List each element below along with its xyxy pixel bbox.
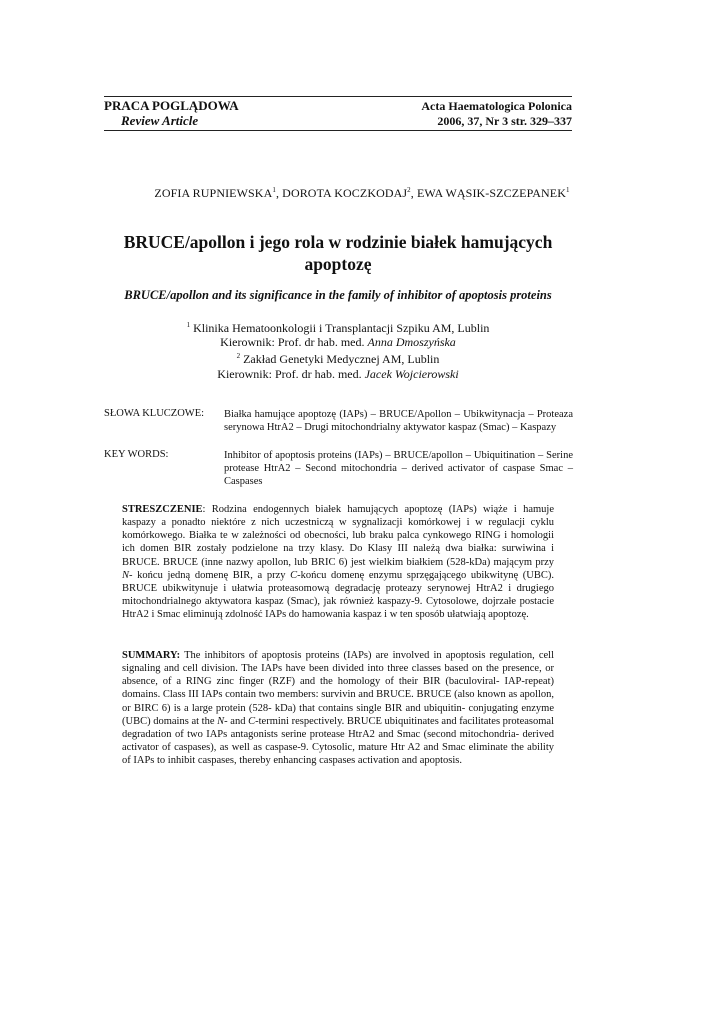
abstract-en bbox=[122, 649, 554, 767]
header-top-rule bbox=[104, 96, 572, 97]
affiliation-2 bbox=[104, 349, 572, 366]
article-type-en: Review Article bbox=[121, 113, 199, 128]
term-n: N bbox=[217, 715, 225, 727]
abstract-text: - końcu jedną domenę BIR, a przy bbox=[129, 569, 291, 581]
author-affil-sup: 1 bbox=[272, 186, 276, 194]
keywords-pl-text: Białka hamujące apoptozę (IAPs) – BRUCE/Apollon – Ubikwitynacja – Proteaza serynowa HtrA2 – Drugi mitochondrialny aktywator kaspaz (Smac) – Kaspazy bbox=[224, 409, 573, 433]
abstract-text: - and bbox=[224, 715, 249, 727]
abstract-text: The inhibitors of apoptosis proteins (IAPs) are involved in apoptosis regulation, cell signaling and cell division. The IAPs have been divided into three classes based on the presence, or absence, of a RING zinc finger (RZF) and the homology of their BIR (baculoviral- IAP-repeat) domains. Class III IAPs contain two members: survivin and BRUCE. BRUCE (also known as apollon, or BIRC 6) is a large protein (528- kDa) that contains single BIR and ubiquitin- conjugating enzyme (UBC) domains at the bbox=[122, 650, 554, 727]
affiliation-text: Klinika Hematoonkologii i Transplantacji Szpiku AM, Lublin bbox=[190, 321, 490, 335]
affil-sup: 2 bbox=[236, 352, 241, 361]
abstract-pl bbox=[122, 503, 554, 621]
header-bottom-rule bbox=[104, 130, 572, 131]
journal-name: Acta Haematologica Polonica bbox=[421, 99, 572, 113]
keywords-en-label: KEY WORDS: bbox=[104, 449, 169, 460]
article-type-pl: PRACA POGLĄDOWA bbox=[104, 98, 239, 113]
keywords-pl-label: SŁOWA KLUCZOWE: bbox=[104, 408, 205, 419]
author-name: EWA WĄSIK-SZCZEPANEK bbox=[416, 186, 566, 200]
term-n: N bbox=[122, 569, 130, 581]
title-line: BRUCE/apollon i jego rola w rodzinie białek hamujących bbox=[123, 232, 553, 252]
affiliation-1 bbox=[104, 318, 572, 335]
paper-subtitle-en: BRUCE/apollon and its significance in the family of inhibitor of apoptosis proteins bbox=[124, 288, 552, 302]
paper-title bbox=[104, 231, 572, 275]
title-line: apoptozę bbox=[304, 254, 372, 274]
head-label: Kierownik: Prof. dr hab. med. bbox=[220, 335, 368, 350]
author-list bbox=[0, 186, 724, 201]
author-affil-sup: 2 bbox=[407, 186, 411, 194]
head-label: Kierownik: Prof. dr hab. med. bbox=[217, 366, 365, 381]
abstract-text: -termini respectively. BRUCE ubiquitinates and facilitates proteasomal degradation of two IAPs antagonists serine protease HtrA2 and Smac (second mitochondria- derived activator of caspases), as well as caspase-9. Cytosolic, mature Htr A2 and Smac eliminate the ability of IAPs to inhibit caspases, thereby enhancing caspases activation and apoptosis. bbox=[122, 715, 554, 767]
abstract-en-lead: SUMMARY: bbox=[122, 650, 181, 661]
head-name: Anna Dmoszyńska bbox=[367, 335, 456, 350]
affiliation-head-1 bbox=[104, 335, 572, 349]
abstract-text: : Rodzina endogennych białek hamujących apoptozę (IAPs) wiąże i hamuje kaspazy a ponadto niektóre z nich uczestniczą w sygnalizacji komórkowej i w regulacji cyklu komórkowego. Białka te w zależności od obecności, lub braku palca cynkowego RING i homologii ich domen BIR zostały podzielone na trzy klasy. Do Klasy III należą dwa białka: surwiwina i BRUCE. BRUCE (inne nazwy apollon, lub BRIC 6) jest wielkim białkiem (528-kDa) mającym przy bbox=[122, 504, 554, 568]
affiliations bbox=[104, 318, 572, 381]
term-c: C bbox=[290, 569, 298, 581]
author-affil-sup: 1 bbox=[565, 186, 570, 194]
affiliation-head-2 bbox=[104, 367, 572, 381]
head-name: Jacek Wojcierowski bbox=[364, 366, 459, 381]
affil-sup: 1 bbox=[186, 321, 191, 329]
author-name: DOROTA KOCZKODAJ bbox=[282, 186, 408, 200]
keywords-en-text: Inhibitor of apoptosis proteins (IAPs) – BRUCE/apollon – Ubiquitination – Serine protease HtrA2 – Second mitochondria – derived activator of caspase Smac – Caspases bbox=[224, 450, 573, 487]
term-c: C bbox=[248, 715, 256, 727]
author-separator: , bbox=[275, 186, 283, 200]
abstract-pl-lead: STRESZCZENIE bbox=[122, 504, 203, 515]
author-separator: , bbox=[410, 186, 417, 200]
affiliation-text: Zakład Genetyki Medycznej AM, Lublin bbox=[240, 352, 440, 367]
author-name: ZOFIA RUPNIEWSKA bbox=[154, 186, 273, 200]
abstract-text: -końcu domenę enzymu sprzęgającego ubikwitynę (UBC). BRUCE ubikwitynuje i ułatwia proteasomową degradację proteazy serynowej HtrA2 i drugiego mitochondrialnego aktywatora kaspaz (Smac), jak również kaspazy-9. Cytosolowe, dojrzałe postacie HtrA2 i Smac eliminują zdolność IAPs do hamowania kaspaz i w ten sposób ułatwiają apoptozę. bbox=[122, 569, 554, 621]
journal-citation: 2006, 37, Nr 3 str. 329–337 bbox=[437, 114, 572, 128]
